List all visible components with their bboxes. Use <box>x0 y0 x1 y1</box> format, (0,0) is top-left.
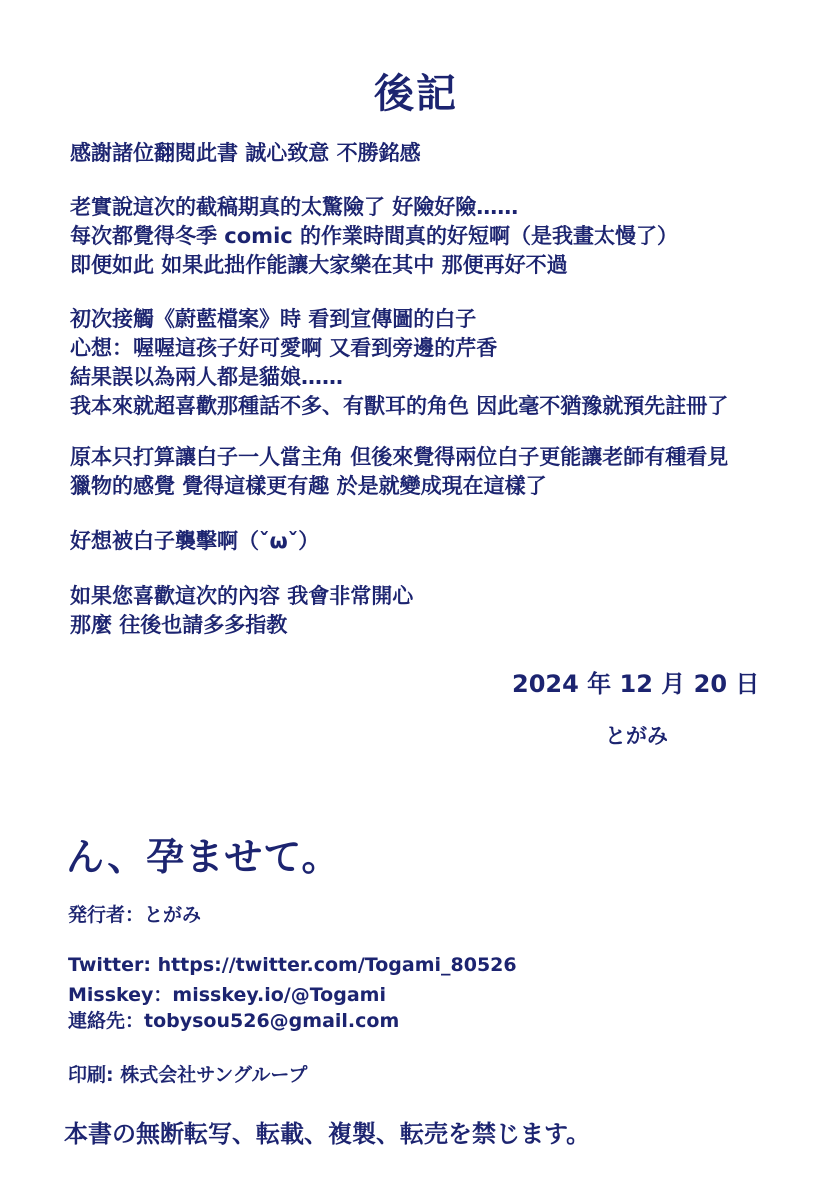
afterword-paragraph-1 <box>70 139 810 168</box>
afterword-paragraph-4 <box>70 443 810 501</box>
afterword-line: 如果您喜歡這次的內容 我會非常開心 <box>70 584 414 608</box>
afterword-line: 初次接觸《蔚藍檔案》時 看到宣傳圖的白子 <box>70 307 477 331</box>
afterword-line: 心想：喔喔這孩子好可愛啊 又看到旁邊的芹香 <box>70 336 498 360</box>
book-title: ん、孕ませて。 <box>66 835 341 879</box>
afterword-heading: 後記 <box>374 71 458 117</box>
author-signature: とがみ <box>605 724 668 748</box>
publisher: 発行者：とがみ <box>68 904 202 926</box>
afterword-paragraph-5 <box>70 527 810 556</box>
afterword-line: 好想被白子襲擊啊（ˇωˇ） <box>70 529 320 553</box>
contact-block <box>68 954 517 1032</box>
printer: 印刷: 株式会社サングループ <box>68 1064 308 1086</box>
afterword-paragraph-2 <box>70 193 810 280</box>
afterword-line: 那麼 往後也請多多指教 <box>70 613 288 637</box>
contact-email: 連絡先：tobysou526@gmail.com <box>68 1010 400 1032</box>
afterword-line: 老實說這次的截稿期真的太驚險了 好險好險…… <box>70 195 519 219</box>
afterword-line: 即便如此 如果此拙作能讓大家樂在其中 那便再好不過 <box>70 253 568 277</box>
copyright-notice: 本書の無断転写、転載、複製、転売を禁じます。 <box>64 1120 591 1148</box>
afterword-date: 2024 年 12 月 20 日 <box>512 670 760 698</box>
contact-twitter: Twitter: https://twitter.com/Togami_80526 <box>68 954 517 976</box>
afterword-line: 結果誤以為兩人都是貓娘…… <box>70 365 343 389</box>
afterword-paragraph-3 <box>70 305 810 421</box>
afterword-line: 原本只打算讓白子一人當主角 但後來覺得兩位白子更能讓老師有種看見 <box>70 445 729 469</box>
afterword-line: 獵物的感覺 覺得這樣更有趣 於是就變成現在這樣了 <box>70 474 547 498</box>
afterword-paragraph-6 <box>70 582 810 640</box>
contact-misskey: Misskey：misskey.io/@Togami <box>68 984 386 1006</box>
afterword-line: 每次都覺得冬季 comic 的作業時間真的好短啊（是我畫太慢了） <box>70 224 679 248</box>
afterword-line: 感謝諸位翻閱此書 誠心致意 不勝銘感 <box>70 141 421 165</box>
afterword-line: 我本來就超喜歡那種話不多、有獸耳的角色 因此毫不猶豫就預先註冊了 <box>70 394 729 418</box>
